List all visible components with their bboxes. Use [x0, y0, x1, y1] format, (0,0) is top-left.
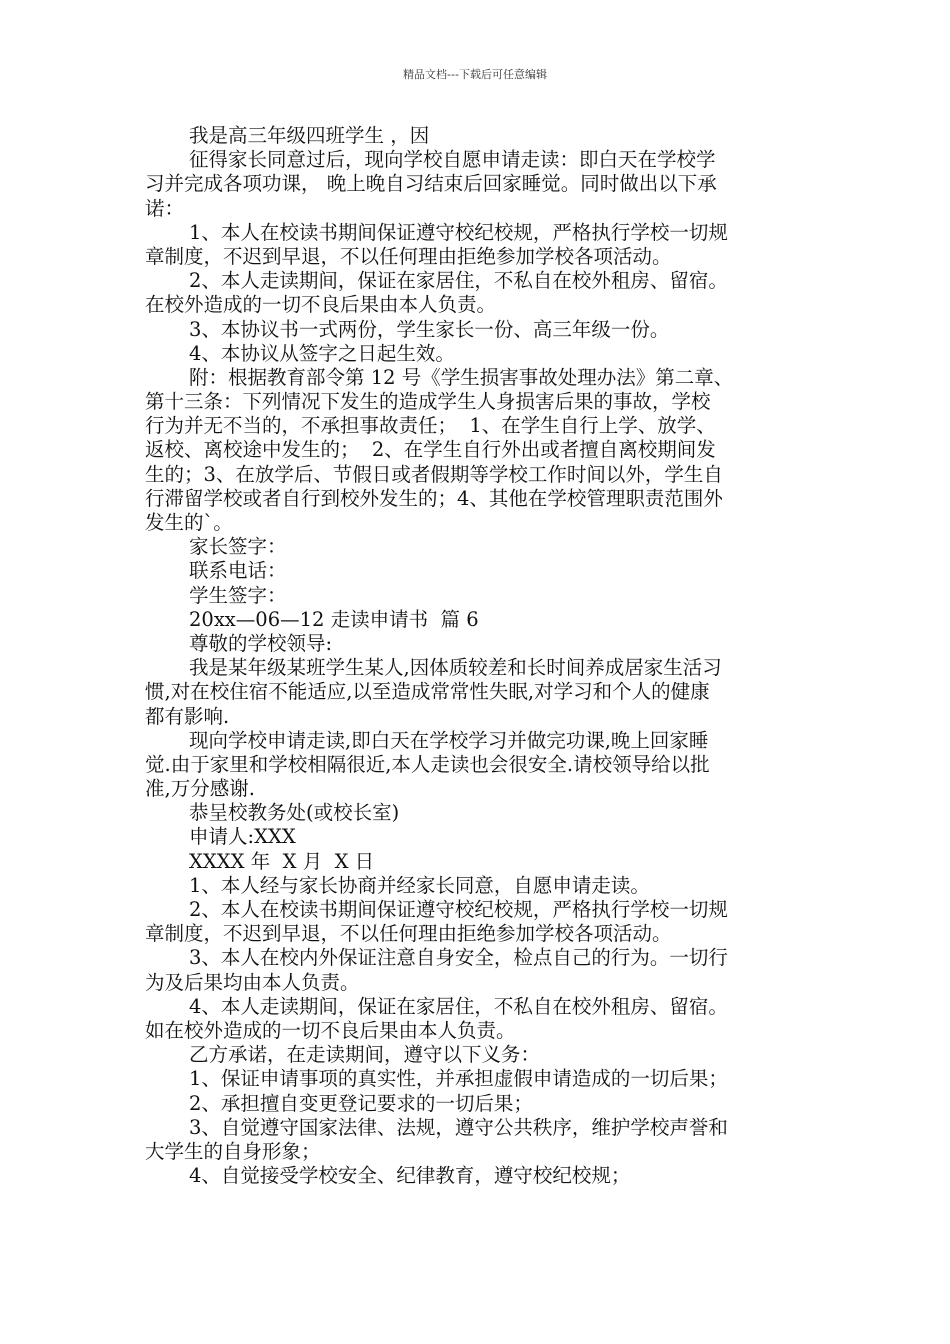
document-body: [145, 124, 815, 1188]
body-line: 行滞留学校或者自行到校外发生的；4、其他在学校管理职责范围外: [145, 486, 723, 510]
body-line: 20xx—06—12 走读申请书 篇 6: [189, 607, 479, 631]
body-line: 惯,对在校住宿不能适应,以至造成常常性失眠,对学习和个人的健康: [145, 680, 710, 704]
body-line: 2、承担擅自变更登记要求的一切后果；: [189, 1091, 533, 1115]
body-line: 生的；3、在放学后、节假日或者假期等学校工作时间以外，学生自: [145, 462, 723, 486]
page-header: 精品文档---下载后可任意编辑: [403, 68, 547, 81]
body-line: 1、保证申请事项的真实性，并承担虚假申请造成的一切后果；: [189, 1067, 728, 1091]
body-line: 4、本协议从签字之日起生效。: [189, 341, 455, 365]
body-line: 诺：: [145, 196, 185, 220]
body-line: 3、本人在校内外保证注意自身安全，检点自己的行为。一切行: [189, 946, 728, 970]
body-line: 行为并无不当的，不承担事故责任； 1、在学生自行上学、放学、: [145, 414, 716, 438]
body-line: 觉.由于家里和学校相隔很近,本人走读也会很安全.请校领导给以批: [145, 752, 710, 776]
body-line: 1、本人经与家长协商并经家长同意，自愿申请走读。: [189, 873, 650, 897]
body-line: 我是高三年级四班学生 ，因: [189, 124, 430, 147]
body-line: 大学生的自身形象；: [145, 1139, 321, 1163]
body-line: 现向学校申请走读,即白天在学校学习并做完功课,晚上回家睡: [189, 728, 709, 752]
body-line: 2、本人走读期间，保证在家居住，不私自在校外租房、留宿。: [189, 269, 728, 293]
body-line: 准,万分感谢.: [145, 777, 255, 801]
body-line: 4、本人走读期间，保证在家居住，不私自在校外租房、留宿。: [189, 994, 728, 1018]
body-line: 2、本人在校读书期间保证遵守校纪校规，严格执行学校一切规: [189, 898, 728, 921]
body-line: 发生的`。: [145, 511, 233, 534]
body-line: 家长签字：: [189, 535, 287, 559]
body-line: 4、自觉接受学校安全、纪律教育，遵守校纪校规；: [189, 1164, 631, 1188]
body-line: 章制度，不迟到早退，不以任何理由拒绝参加学校各项活动。: [145, 244, 672, 268]
body-line: 返校、离校途中发生的； 2、在学生自行外出或者擅自离校期间发: [145, 438, 716, 462]
body-line: 在校外造成的一切不良后果由本人负责。: [145, 293, 497, 317]
body-line: 联系电话：: [189, 559, 287, 583]
body-line: 附：根据教育部令第 12 号《学生损害事故处理办法》第二章、: [189, 365, 734, 389]
body-line: 恭呈校教务处(或校长室): [189, 801, 400, 825]
body-line: 3、自觉遵守国家法律、法规，遵守公共秩序，维护学校声誉和: [189, 1115, 728, 1139]
body-line: 3、本协议书一式两份，学生家长一份、高三年级一份。: [189, 317, 670, 341]
body-line: 乙方承诺，在走读期间，遵守以下义务：: [189, 1043, 541, 1067]
body-line: 1、本人在校读书期间保证遵守校纪校规，严格执行学校一切规: [189, 220, 728, 244]
body-line: 如在校外造成的一切不良后果由本人负责。: [145, 1018, 516, 1042]
body-line: 申请人:XXX: [189, 825, 296, 849]
body-line: 都有影响.: [145, 704, 230, 728]
body-line: 我是某年级某班学生某人,因体质较差和长时间养成居家生活习: [189, 656, 722, 680]
body-line: XXXX 年 X 月 X 日: [189, 849, 375, 873]
body-line: 章制度，不迟到早退，不以任何理由拒绝参加学校各项活动。: [145, 922, 672, 946]
body-line: 尊敬的学校领导:: [189, 631, 333, 655]
body-line: 为及后果均由本人负责。: [145, 970, 360, 994]
body-line: 第十三条：下列情况下发生的造成学生人身损害后果的事故，学校: [145, 390, 711, 414]
body-line: 征得家长同意过后，现向学校自愿申请走读：即白天在学校学: [189, 148, 716, 172]
body-line: 学生签字：: [189, 583, 287, 607]
body-line: 习并完成各项功课， 晚上晚自习结束后回家睡觉。同时做出以下承: [145, 172, 717, 196]
